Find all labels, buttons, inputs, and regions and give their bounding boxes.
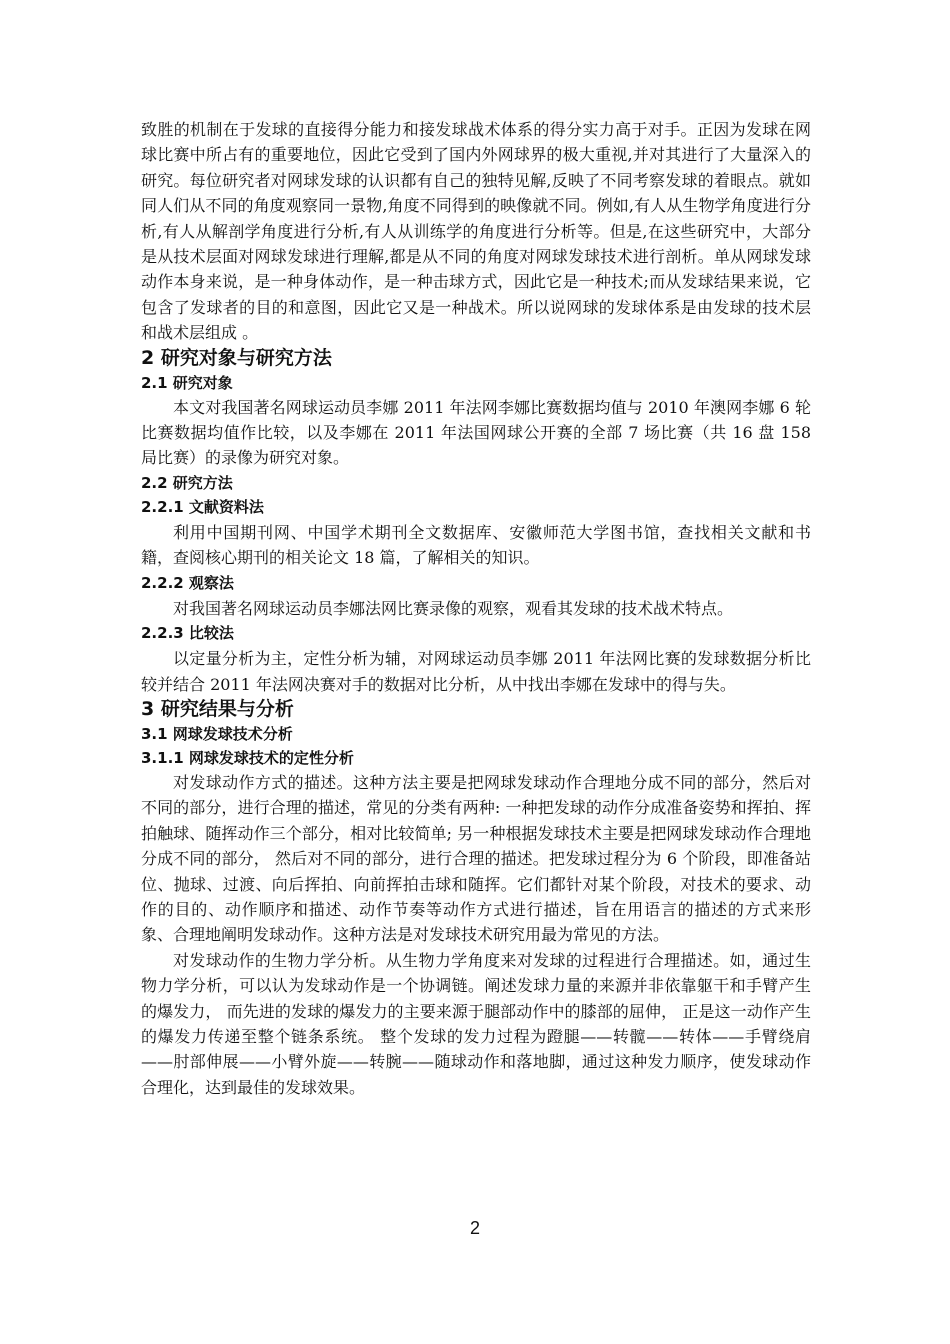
section-2-2-1-heading: 2.2.1 文献资料法 (141, 497, 264, 516)
section-3-1-1-heading: 3.1.1 网球发球技术的定性分析 (141, 748, 354, 767)
section-2-2-1-paragraph: 利用中国期刊网、中国学术期刊全文数据库、安徽师范大学图书馆，查找相关文献和书籍，查阅核心期刊的相关论文 18 篇，了解相关的知识。 (141, 522, 811, 568)
intro-paragraph: 致胜的机制在于发球的直接得分能力和接发球战术体系的得分实力高于对手。正因为发球在网球比赛中所占有的重要地位，因此它受到了国内外网球界的极大重视,并对其进行了大量深入的研究。每位研究者对网球发球的认识都有自己的独特见解,反映了不同考察发球的着眼点。就如同人们从不同的角度观察同一景物,角度不同得到的映像就不同。例如,有人从生物学角度进行分析,有人从解剖学角度进行分析,有人从训练学的角度进行分析等。但是,在这些研究中，大部分是从技术层面对网球发球进行理解,都是从不同的角度对网球发球技术进行剖析。单从网球发球动作本身来说，是一种身体动作，是一种击球方式，因此它是一种技术;而从发球结果来说，它包含了发球者的目的和意图，因此它又是一种战术。所以说网球的发球体系是由发球的技术层和战术层组成 。 (141, 120, 811, 343)
page-number: 2 (469, 1218, 480, 1238)
section-3-1-heading: 3.1 网球发球技术分析 (141, 724, 293, 743)
section-2-2-heading: 2.2 研究方法 (141, 473, 233, 492)
section-3-heading: 3 研究结果与分析 (141, 697, 294, 720)
section-2-2-3-heading: 2.2.3 比较法 (141, 624, 234, 643)
section-3-paragraph-2: 对发球动作的生物力学分析。从生物力学角度来对发球的过程进行合理描述。如，通过生物力学分析，可以认为发球动作是一个协调链。阐述发球力量的来源并非依靠躯干和手臂产生的爆发力， 而先进的发球的爆发力的主要来源于腿部动作中的膝部的屈伸， 正是这一动作产生的爆发力传递至整个链条系统。 整个发球的发力过程为蹬腿——转髋——转体——手臂绕肩——肘部伸展——小臂外旋——转腕——随球动作和落地脚，通过这种发力顺序，使发球动作合理化，达到最佳的发球效果。 (141, 950, 811, 1097)
section-3-paragraph-1: 对发球动作方式的描述。这种方法主要是把网球发球动作合理地分成不同的部分，然后对不同的部分，进行合理的描述，常见的分类有两种: 一种把发球的动作分成准备姿势和挥拍、挥拍触球、随挥动作三个部分，相对比较简单; 另一种根据发球技术主要是把网球发球动作合理地分成不同的部分， 然后对不同的部分，进行合理的描述。把发球过程分为 6 个阶段，即准备站位、抛球、过渡、向后挥拍、向前挥拍击球和随挥。它们都针对某个阶段，对技术的要求、动作的目的、动作顺序和描述、动作节奏等动作方式进行描述，旨在用语言的描述的方式来形象、合理地阐明发球动作。这种方法是对发球技术研究用最为常见的方法。 (141, 772, 811, 945)
section-2-2-2-paragraph: 对我国著名网球运动员李娜法网比赛录像的观察，观看其发球的技术战术特点。 (173, 598, 734, 618)
section-2-1-paragraph: 本文对我国著名网球运动员李娜 2011 年法网李娜比赛数据均值与 2010 年澳网李娜 6 轮比赛数据均值作比较，以及李娜在 2011 年法国网球公开赛的全部 7 场比赛（共 16 盘 158 局比赛）的录像为研究对象。 (141, 397, 811, 468)
page-content (141, 117, 811, 1100)
section-2-2-3-paragraph: 以定量分析为主，定性分析为辅，对网球运动员李娜 2011 年法网比赛的发球数据分析比较并结合 2011 年法网决赛对手的数据对比分析，从中找出李娜在发球中的得与失。 (141, 649, 811, 694)
section-2-heading: 2 研究对象与研究方法 (141, 346, 332, 369)
section-2-2-2-heading: 2.2.2 观察法 (141, 573, 234, 592)
section-2-1-heading: 2.1 研究对象 (141, 373, 233, 392)
